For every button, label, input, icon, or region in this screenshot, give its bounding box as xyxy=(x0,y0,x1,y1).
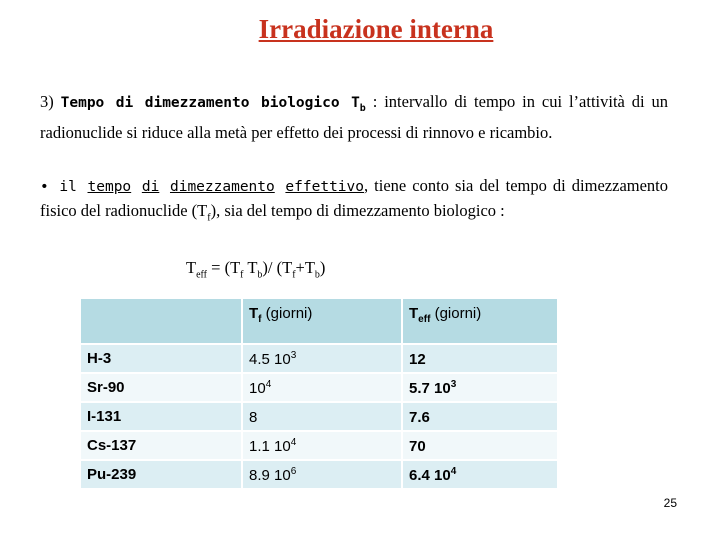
tf-cell: 8 xyxy=(242,402,402,431)
effective-half-life-formula: $T_{eff} = (T_f$ $T_b)/$ $(T_f+T_b)$ xyxy=(186,258,326,281)
nuclide-cell: H-3 xyxy=(80,344,242,373)
tf-cell: $10^4$ xyxy=(242,373,402,402)
paragraph-biological-half-life xyxy=(40,90,668,145)
table-row xyxy=(80,373,558,402)
tf-cell: 4.5 $10^3$ xyxy=(242,344,402,373)
table-row xyxy=(80,431,558,460)
definition-text: : intervallo di tempo in cui l’attività di un radionuclide si riduce alla metà per effetto dei processi di rinnovo e ricambio. xyxy=(40,92,668,142)
teff-cell: 70 xyxy=(402,431,558,460)
teff-cell: 7.6 xyxy=(402,402,558,431)
slide-title xyxy=(0,14,720,45)
tf-cell: 8.9 $10^6$ xyxy=(242,460,402,489)
term-biological-half-life: Tempo di dimezzamento biologico $T_b$ xyxy=(60,95,366,114)
nuclide-cell: Sr-90 xyxy=(80,373,242,402)
page-number: 25 xyxy=(663,496,677,510)
half-life-table xyxy=(80,298,558,489)
slide-title-text: Irradiazione interna xyxy=(258,14,494,44)
item-number: 3) xyxy=(40,92,61,111)
nuclide-cell: Cs-137 xyxy=(80,431,242,460)
bullet: • il xyxy=(40,179,88,195)
table-row xyxy=(80,460,558,489)
teff-cell: 6.4 $10^4$ xyxy=(402,460,558,489)
term-effective: effettivo xyxy=(285,179,364,195)
header-cell-empty xyxy=(80,298,242,344)
table-row xyxy=(80,344,558,373)
header-cell-tf: $T_f$ (giorni) xyxy=(242,298,402,344)
tf-cell: 1.1 $10^4$ xyxy=(242,431,402,460)
table-row xyxy=(80,402,558,431)
table-header-row xyxy=(80,298,558,344)
teff-cell: 5.7 $10^3$ xyxy=(402,373,558,402)
teff-cell: 12 xyxy=(402,344,558,373)
nuclide-cell: I-131 xyxy=(80,402,242,431)
nuclide-cell: Pu-239 xyxy=(80,460,242,489)
header-cell-teff: $T_{eff}$ (giorni) xyxy=(402,298,558,344)
paragraph-effective-half-life: • il tempo di dimezzamento effettivo, tiene conto sia del tempo di dimezzamento fisico del radionuclide $(T_f)$, sia del tempo di dimezzamento biologico : xyxy=(40,176,669,224)
